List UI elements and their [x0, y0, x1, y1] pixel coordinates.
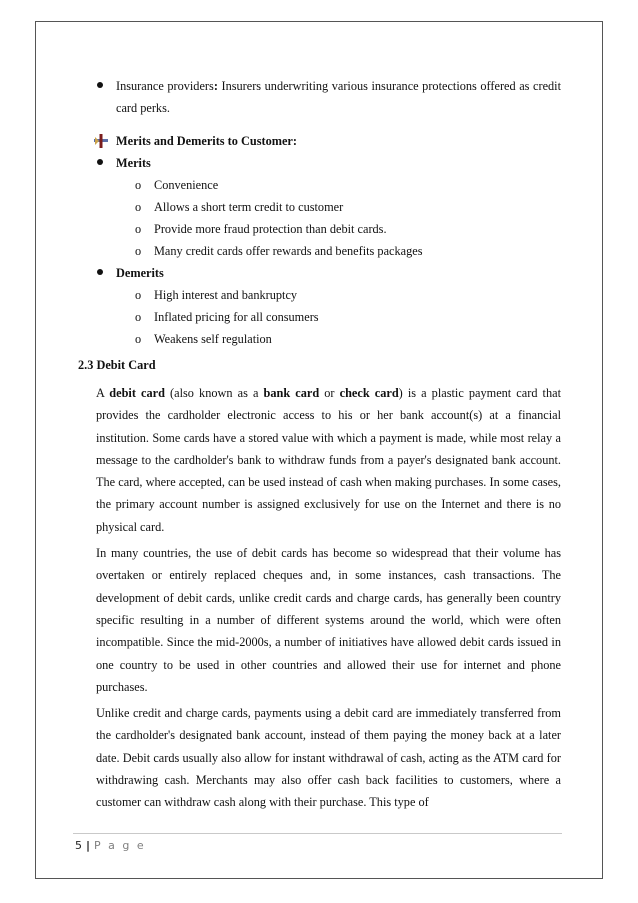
sub-bullet-icon: o [135, 310, 142, 324]
bullet-icon [97, 159, 103, 165]
paragraph-countries: In many countries, the use of debit cards has become so widespread that their volume has overtaken or entirely replaced cheques and, in some instances, cash transactions. The development of debit cards, unlike credit cards and charge cards, has generally been country specific resulting in a number of different systems around the world, which were often incompatible. Since the mid-2000s, a number of initiatives have allowed debit cards issued in one country to be used in other countries and allowed their use for internet and phone purchases. [96, 546, 561, 694]
sub-bullet-icon: o [135, 178, 142, 192]
merits-list [75, 174, 561, 262]
sub-bullet-icon: o [135, 332, 142, 346]
footer-divider [73, 833, 562, 834]
sub-bullet-icon: o [135, 200, 142, 214]
insurance-bullet [75, 75, 561, 119]
bullet-icon [97, 269, 103, 275]
page-number: 5 [75, 839, 82, 852]
footer-separator: | [86, 839, 91, 852]
merits-demerits-text: Merits and Demerits to Customer: [116, 134, 297, 148]
term-bank-card: bank card [263, 386, 320, 400]
list-item: o Weakens self regulation [75, 328, 561, 350]
sub-bullet-icon: o [135, 288, 142, 302]
page-content [75, 75, 561, 814]
insurance-text: Insurers underwriting various insurance protections offered as credit card perks. [116, 79, 562, 115]
paragraph-unlike-credit: Unlike credit and charge cards, payments using a debit card are immediately transferred from the cardholder's designated bank account, instead of them paying the money back at a later date. Debit cards usually also allow for instant withdrawal of cash, acting as the ATM card for withdrawing cash. Merchants may also offer cash back facilities to customers, where a customer can withdraw cash along with their purchase. This type of [96, 706, 561, 810]
insurance-colon: : [213, 79, 218, 93]
sub-bullet-icon: o [135, 244, 142, 258]
list-item: o High interest and bankruptcy [75, 284, 561, 306]
list-item: o Many credit cards offer rewards and benefits packages [75, 240, 561, 262]
merits-demerits-heading [75, 130, 561, 152]
term-check-card: check card [339, 386, 399, 400]
list-item: o Provide more fraud protection than debit cards. [75, 218, 561, 240]
demerits-label: Demerits [116, 266, 164, 280]
bullet-icon [97, 82, 103, 88]
section-heading: 2.3 Debit Card [78, 358, 156, 372]
list-item: o Inflated pricing for all consumers [75, 306, 561, 328]
paragraph-definition: A debit card (also known as a bank card or check card) is a plastic payment card that provides the cardholder electronic access to his or her bank account(s) at a financial institution. Some cards have a stored value with which a payment is made, while most relay a message to the cardholder's bank to withdraw funds from a payer's designated bank account. The card, where accepted, can be used instead of cash when making purchases. In some cases, the primary account number is assigned exclusively for use on the Internet and there is no physical card. [96, 386, 562, 534]
list-item: o Convenience [75, 174, 561, 196]
list-item: o Allows a short term credit to customer [75, 196, 561, 218]
merits-bullet [75, 152, 561, 174]
sub-bullet-icon: o [135, 222, 142, 236]
demerits-list [75, 284, 561, 350]
term-debit-card: debit card [109, 386, 165, 400]
checkmark-arrow-icon [94, 134, 108, 148]
demerits-bullet [75, 262, 561, 284]
insurance-label: Insurance providers [116, 79, 214, 93]
page-footer [75, 839, 146, 852]
merits-label: Merits [116, 156, 151, 170]
page-label: P a g e [94, 839, 146, 852]
